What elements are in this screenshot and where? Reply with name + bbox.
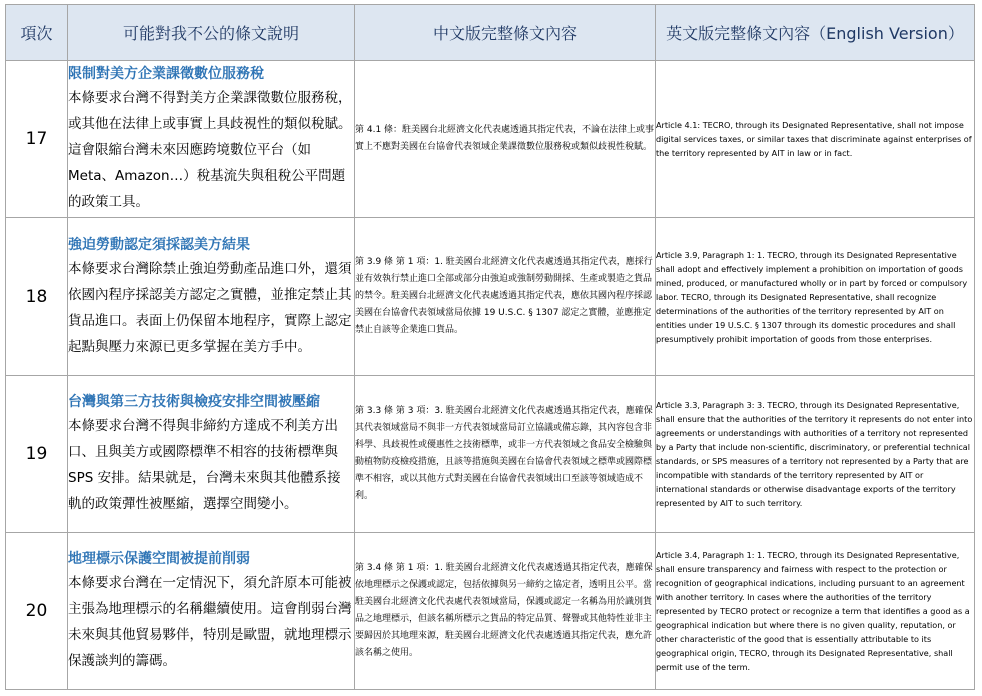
table-row — [6, 376, 975, 533]
description-body: 本條要求台灣除禁止強迫勞動產品進口外，還須依國內程序採認美方認定之實體，並推定禁止其貨品進口。表面上仍保留本地程序，實際上認定起點與壓力來源已更多掌握在美方手中。 — [68, 260, 352, 355]
description-body: 本條要求台灣不得與非締約方達成不利美方出口、且與美方或國際標準不相容的技術標準與 SPS 安排。結果就是，台灣未來與其他體系接軌的政策彈性被壓縮，選擇空間變小。 — [68, 418, 341, 512]
header-item: 項次 — [6, 5, 68, 61]
row-number: 17 — [6, 61, 68, 218]
row-number: 20 — [6, 533, 68, 690]
description-cell — [68, 218, 355, 376]
chinese-clause: 第 3.4 條 第 1 項：1. 駐美國台北經濟文化代表處透過其指定代表，應確保依地理標示之保護或認定，包括依據與另一締約之協定者，透明且公平。當駐美國台北經濟文化代表處代表領域當局，保護或認定一名稱為用於識別貨品之地理標示，但該名稱所標示之貨品的特定品質、聲譽或其他特性並非主要歸因於其地理來源，駐美國台北經濟文化代表處透過其指定代表，應允許該名稱之使用。 — [355, 533, 656, 690]
description-title: 地理標示保護空間被提前削弱 — [68, 551, 250, 567]
description-title: 限制對美方企業課徵數位服務稅 — [68, 66, 264, 82]
header-chinese: 中文版完整條文內容 — [355, 5, 656, 61]
description-title: 台灣與第三方技術與檢疫安排空間被壓縮 — [68, 394, 320, 410]
description-cell — [68, 61, 355, 218]
chinese-clause: 第 4.1 條：駐美國台北經濟文化代表處透過其指定代表，不論在法律上或事實上不應對美國在台協會代表領域企業課徵數位服務稅或類似歧視性稅賦。 — [355, 61, 656, 218]
header-row — [6, 5, 975, 61]
table-row — [6, 218, 975, 376]
description-title: 強迫勞動認定須採認美方結果 — [68, 236, 250, 253]
english-clause: Article 3.4, Paragraph 1: 1. TECRO, through its Designated Representative, shall ensure transparency and fairness with respect to the protection or recognition of geographical indications, including pursuant to an agreement with another territory. In cases where the authorities of the territory represented by TECRO protect or recognize a term that identifies a good as a geographical indication but where there is no given quality, reputation, or other characteristic of the good that is essentially attributable to its geographical origin, TECRO, through its Designated Representative, shall permit use of the term. — [656, 533, 975, 690]
table-row — [6, 61, 975, 218]
description-cell — [68, 376, 355, 533]
english-clause: Article 3.3, Paragraph 3: 3. TECRO, through its Designated Representative, shall ensure that the authorities of the territory it represents do not enter into agreements or understandings with authorities of a territory not represented by a Party that include non-scientific, discriminatory, or preferential technical standards, or SPS measures of a territory not represented by a Party that are incompatible with standards of the territory represented by AIT or international standards or otherwise disadvantage exports of the territory represented by AIT to such territory. — [656, 376, 975, 533]
row-number: 19 — [6, 376, 68, 533]
clauses-table — [5, 4, 975, 690]
english-clause: Article 3.9, Paragraph 1: 1. TECRO, through its Designated Representative shall adopt and effectively implement a prohibition on importation of goods mined, produced, or manufactured wholly or in part by forced or compulsory labor. TECRO, through its Designated Representative, shall recognize determinations of the authorities of the territory represented by AIT on entities under 19 U.S.C. § 1307 through its domestic procedures and shall presumptively prohibit importation of goods from those enterprises. — [656, 218, 975, 376]
english-clause: Article 4.1: TECRO, through its Designated Representative, shall not impose digital services taxes, or similar taxes that discriminate against enterprises of the territory represented by AIT in law or in fact. — [656, 61, 975, 218]
row-number: 18 — [6, 218, 68, 376]
description-body: 本條要求台灣不得對美方企業課徵數位服務稅，或其他在法律上或事實上具歧視性的類似稅賦。這會限縮台灣未來因應跨境數位平台（如 Meta、Amazon…）稅基流失與租稅公平問題的政策工具。 — [68, 90, 352, 210]
chinese-clause: 第 3.9 條 第 1 項：1. 駐美國台北經濟文化代表處透過其指定代表，應採行並有效執行禁止進口全部或部分由強迫或強制勞動開採、生產或製造之貨品的禁令。駐美國台北經濟文化代表處透過其指定代表，應依其國內程序採認美國在台協會代表領域當局依據 19 U.S.C. § 1307 認定之實體，並應推定禁止自該等企業進口貨品。 — [355, 218, 656, 376]
header-description: 可能對我不公的條文說明 — [68, 5, 355, 61]
header-english: 英文版完整條文內容（English Version） — [656, 5, 975, 61]
chinese-clause: 第 3.3 條 第 3 項：3. 駐美國台北經濟文化代表處透過其指定代表，應確保其代表領域當局不與非一方代表領域當局訂立協議或備忘錄，其內容包含非科學、具歧視性或優惠性之技術標準，或非一方代表領域之食品安全檢驗與動植物防疫檢疫措施，且該等措施與美國在台協會代表領域之標準或國際標準不相容，或以其他方式對美國在台協會代表領域出口至該等領域造成不利。 — [355, 376, 656, 533]
description-body: 本條要求台灣在一定情況下，須允許原本可能被主張為地理標示的名稱繼續使用。這會削弱台灣未來與其他貿易夥伴，特別是歐盟，就地理標示保護談判的籌碼。 — [68, 575, 352, 669]
description-cell — [68, 533, 355, 690]
table-row — [6, 533, 975, 690]
